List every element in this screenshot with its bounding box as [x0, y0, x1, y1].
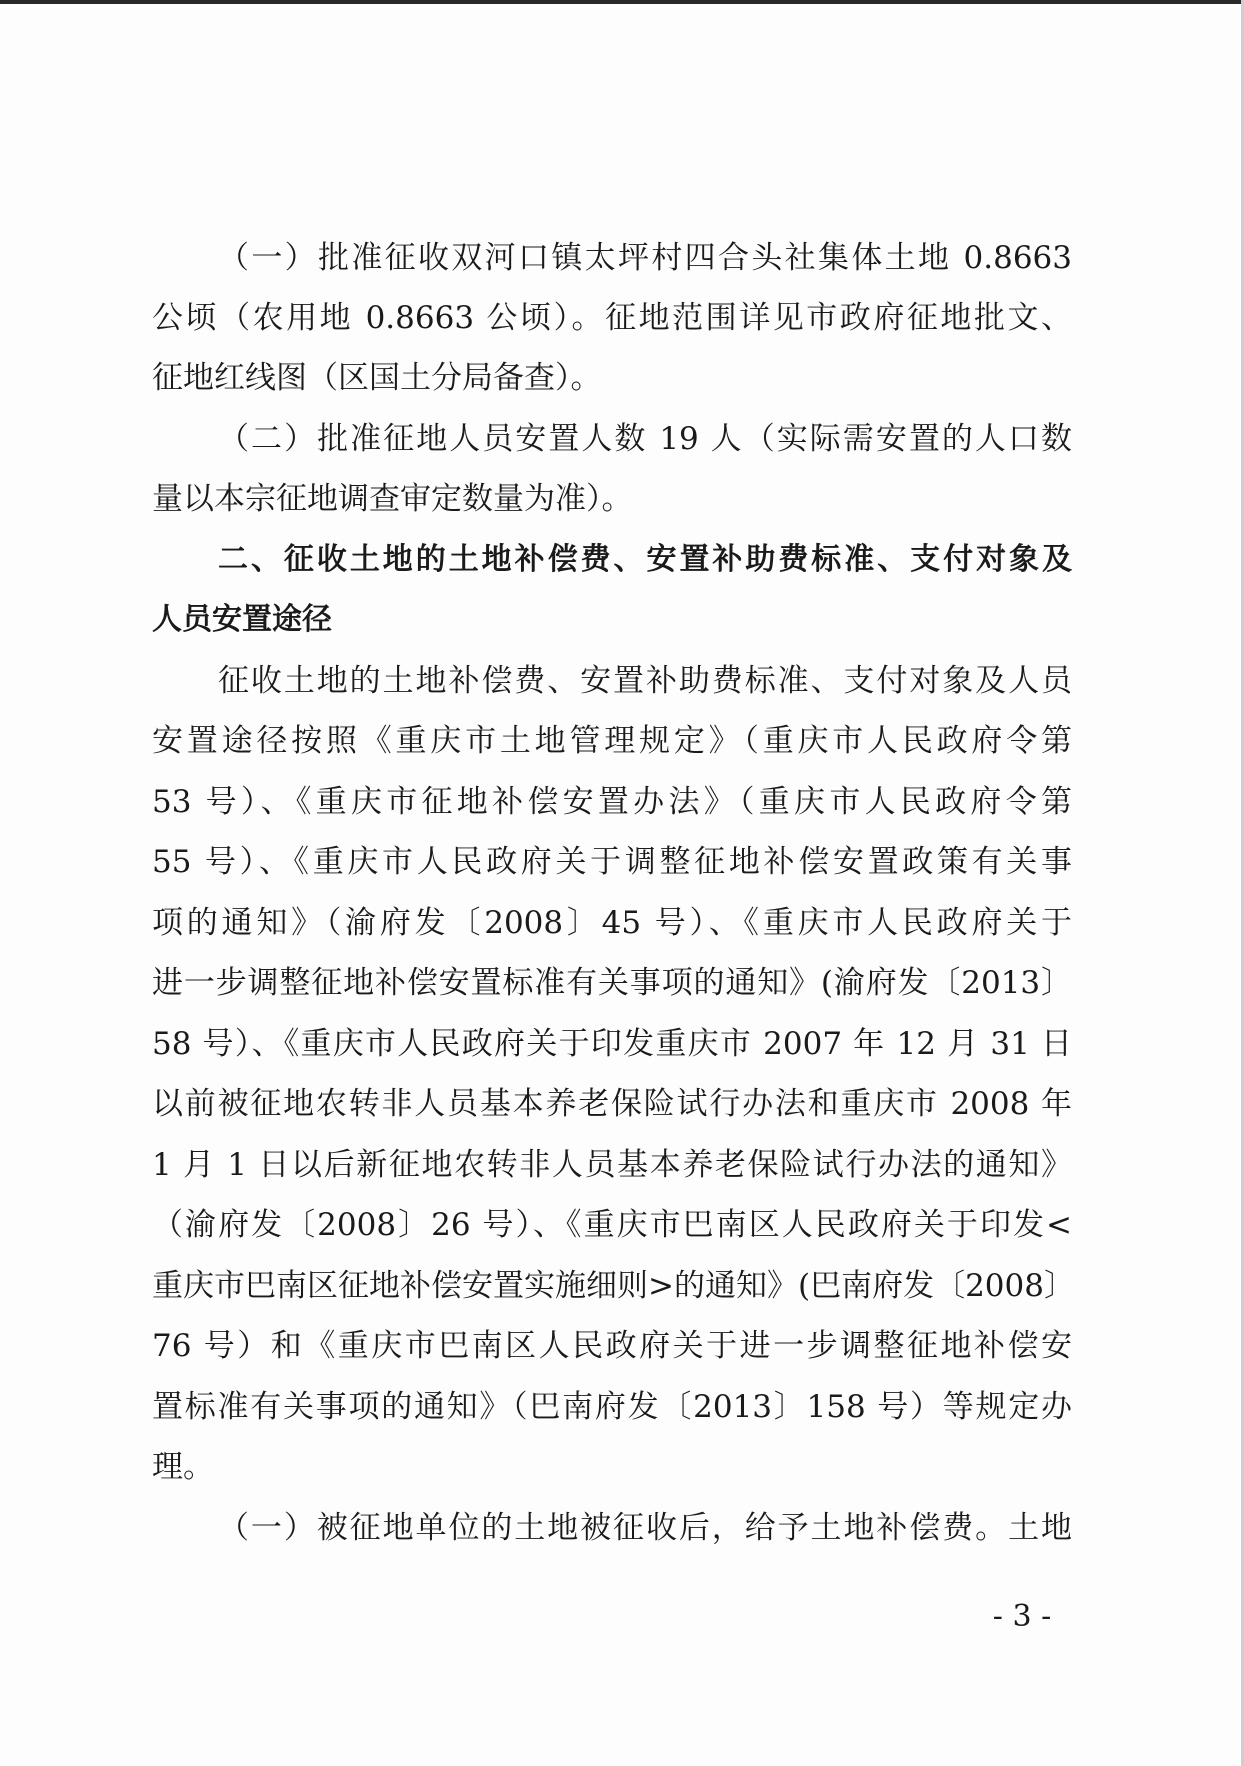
- paragraph-line: 置标准有关事项的通知》（巴南府发〔2013〕158 号）等规定办: [152, 1389, 1072, 1425]
- paragraph-line: （一）批准征收双河口镇太坪村四合头社集体土地 0.8663: [218, 240, 1072, 276]
- section-heading: 人员安置途径: [152, 602, 332, 637]
- paragraph-line: （二）批准征地人员安置人数 19 人（实际需安置的人口数: [218, 421, 1072, 457]
- section-heading: 二、征收土地的土地补偿费、安置补助费标准、支付对象及: [218, 542, 1072, 577]
- paragraph-line: 理。: [152, 1449, 214, 1485]
- page-number: - 3 -: [992, 1599, 1052, 1634]
- paragraph-line: 重庆市巴南区征地补偿安置实施细则>的通知》(巴南府发〔2008〕: [152, 1268, 1075, 1304]
- paragraph-line: 1 月 1 日以后新征地农转非人员基本养老保险试行办法的通知》: [152, 1147, 1072, 1183]
- paragraph-line: 项的通知》（渝府发〔2008〕45 号）、《重庆市人民政府关于: [152, 905, 1072, 941]
- paragraph-line: 公顷（农用地 0.8663 公顷）。征地范围详见市政府征地批文、: [152, 300, 1072, 336]
- paragraph-line: 76 号）和《重庆市巴南区人民政府关于进一步调整征地补偿安: [152, 1328, 1072, 1364]
- scan-top-edge: [0, 0, 1244, 4]
- paragraph-line: 征地红线图（区国土分局备查）。: [152, 360, 602, 396]
- paragraph-line: （渝府发〔2008〕26 号）、《重庆市巴南区人民政府关于印发<: [152, 1207, 1072, 1243]
- paragraph-line: 55 号）、《重庆市人民政府关于调整征地补偿安置政策有关事: [152, 844, 1072, 880]
- paragraph-line: 58 号）、《重庆市人民政府关于印发重庆市 2007 年 12 月 31 日: [152, 1026, 1072, 1062]
- paragraph-line: 53 号）、《重庆市征地补偿安置办法》（重庆市人民政府令第: [152, 784, 1072, 820]
- paragraph-line: 进一步调整征地补偿安置标准有关事项的通知》(渝府发〔2013〕: [152, 965, 1072, 1001]
- paragraph-line: 征收土地的土地补偿费、安置补助费标准、支付对象及人员: [218, 663, 1072, 699]
- paragraph-line: 以前被征地农转非人员基本养老保险试行办法和重庆市 2008 年: [152, 1086, 1072, 1122]
- paragraph-line: （一）被征地单位的土地被征收后，给予土地补偿费。土地: [218, 1510, 1072, 1546]
- paragraph-line: 量以本宗征地调查审定数量为准）。: [152, 481, 633, 517]
- paragraph-line: 安置途径按照《重庆市土地管理规定》（重庆市人民政府令第: [152, 723, 1072, 759]
